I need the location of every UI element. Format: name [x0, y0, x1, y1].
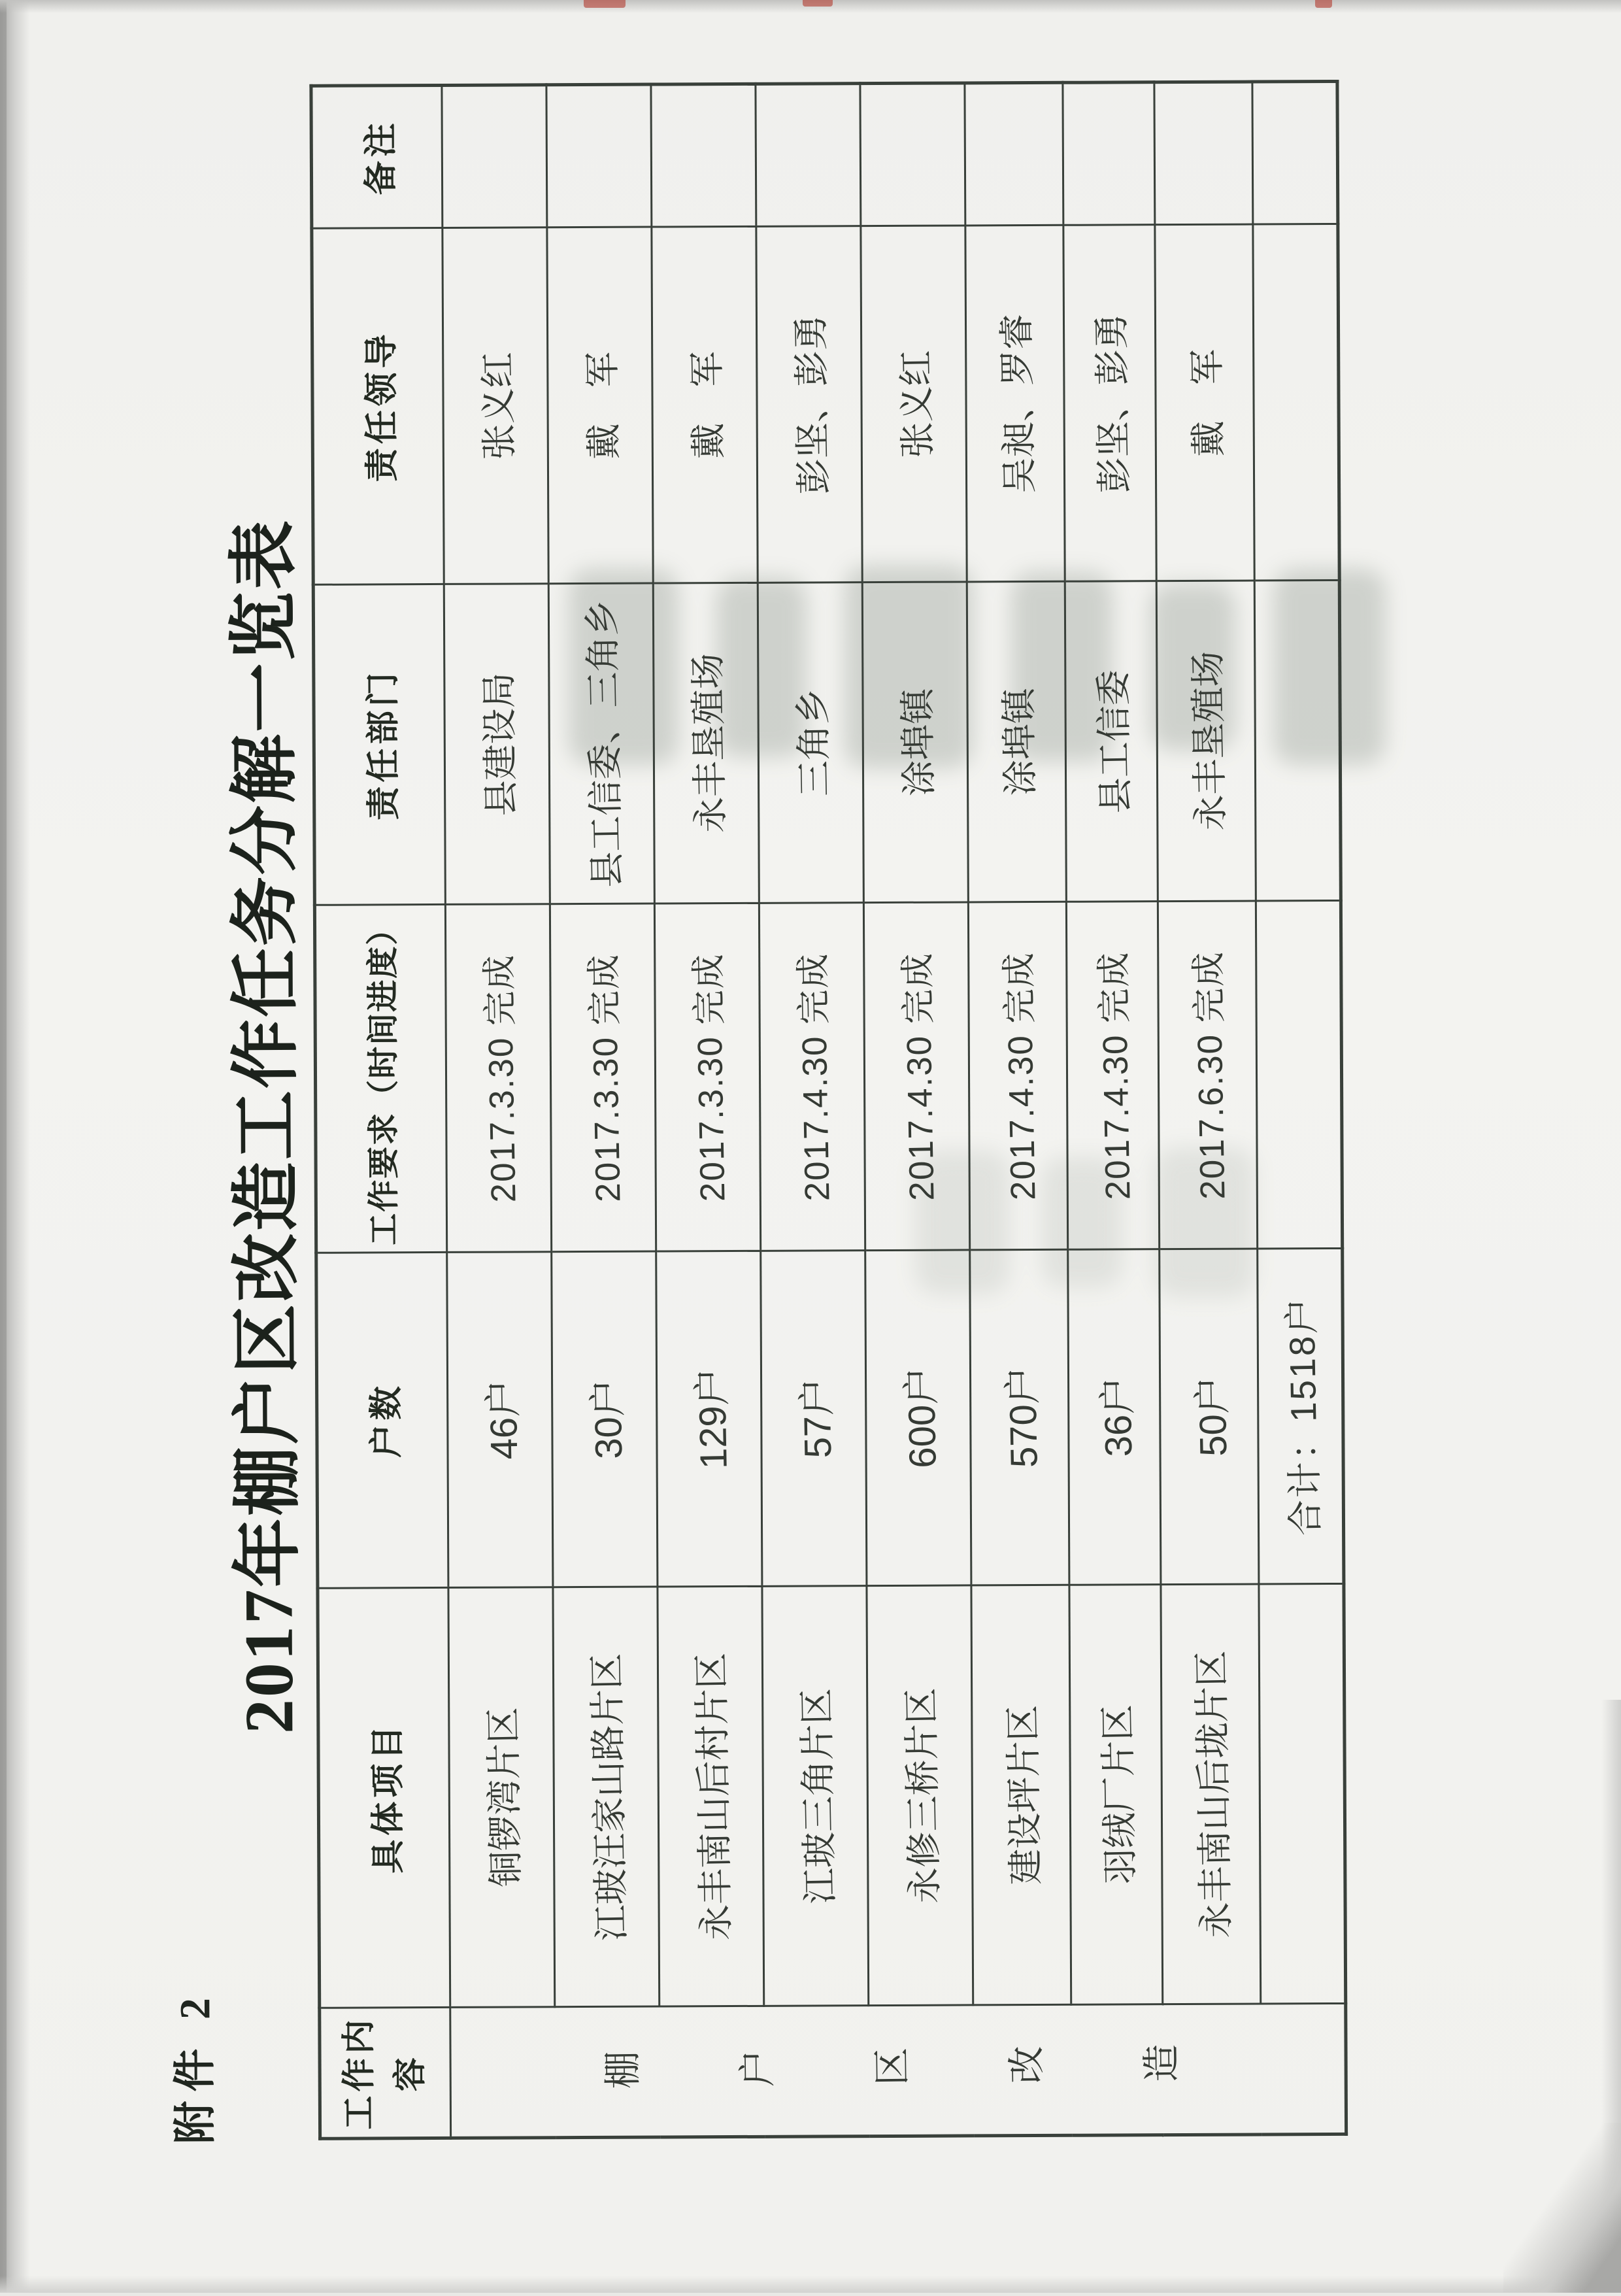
- cell-leader: 戴 军: [651, 226, 757, 583]
- cell-department: 县建设局: [444, 583, 550, 904]
- cell-requirement: 2017.3.30 完成: [550, 903, 656, 1252]
- cell-project: 羽绒厂片区: [1069, 1584, 1162, 2004]
- cell-department: 县工信委: [1065, 581, 1158, 902]
- cell-households: 600户: [865, 1249, 971, 1585]
- task-breakdown-table: [309, 79, 1348, 2140]
- cell-project: 永丰南山后垅片区: [1160, 1584, 1260, 2004]
- column-header-households: 户数: [316, 1252, 448, 1588]
- work-content-merged-cell: [450, 2003, 1346, 2138]
- total-households-label: 合计：1518户: [1257, 1248, 1343, 1584]
- cell-department: 县工信委、三角乡: [548, 583, 654, 904]
- cell-requirement: 2017.4.30 完成: [759, 902, 865, 1251]
- cell-project: 永丰南山后村片区: [657, 1586, 763, 2006]
- cell-households: 36户: [1067, 1249, 1160, 1585]
- cell-leader: 张义红: [442, 227, 548, 584]
- cell-households: 50户: [1159, 1249, 1258, 1585]
- cell-leader: 张义红: [860, 225, 966, 582]
- cell-project: 永修三桥片区: [866, 1585, 973, 2005]
- scan-edge-dark-left: [0, 0, 7, 2293]
- scan-red-mark: [584, 0, 626, 8]
- table-header-row: [310, 85, 450, 2138]
- cell-requirement: 2017.3.30 完成: [654, 903, 760, 1251]
- cell-empty: [1252, 224, 1339, 581]
- cell-households: 570户: [969, 1249, 1069, 1585]
- cell-remark: [546, 84, 651, 228]
- cell-department: 永丰垦殖场: [1156, 581, 1256, 902]
- table-row: [1062, 82, 1163, 2135]
- cell-leader: 戴 军: [546, 227, 652, 584]
- column-header-requirement: 工作要求（时间进度）: [314, 904, 446, 1253]
- scan-red-mark: [803, 0, 833, 7]
- cell-households: 129户: [656, 1251, 761, 1587]
- cell-remark: [441, 84, 546, 228]
- column-header-project: 具体项目: [317, 1587, 450, 2008]
- table-row: [441, 84, 555, 2138]
- cell-households: 46户: [446, 1251, 552, 1587]
- cell-leader: 彭坚、彭勇: [1063, 224, 1156, 581]
- attachment-label: 附件 2: [171, 1988, 220, 2144]
- cell-department: 涂埠镇: [967, 581, 1066, 902]
- cell-empty: [1256, 900, 1342, 1249]
- table-row: [964, 82, 1071, 2136]
- cell-empty: [1252, 81, 1337, 224]
- table-row: [860, 82, 973, 2136]
- cell-department: 三角乡: [758, 582, 863, 903]
- column-header-leader: 责任领导: [311, 228, 443, 584]
- page-title: 2017年棚户区改造工作任务分解一览表: [225, 518, 307, 1734]
- scan-red-mark: [1315, 0, 1332, 8]
- page-corner-fold: [1503, 2123, 1621, 2293]
- cell-households: 30户: [551, 1251, 657, 1587]
- column-header-work-content: 工作内容: [319, 2007, 450, 2138]
- scan-edge-shadow-bottom: [0, 2276, 1621, 2293]
- work-content-value: 棚户区改造: [601, 2043, 1276, 2095]
- cell-leader: 戴 军: [1154, 224, 1254, 581]
- cell-leader: 彭坚、彭勇: [756, 226, 861, 582]
- cell-project: 江玻汪家山路片区: [552, 1587, 659, 2007]
- cell-remark: [964, 82, 1063, 226]
- column-header-department: 责任部门: [313, 584, 445, 905]
- cell-department: 涂埠镇: [862, 581, 968, 902]
- cell-project: 江玻三角片区: [761, 1585, 868, 2006]
- cell-project-empty: [1258, 1583, 1345, 2004]
- cell-remark: [860, 82, 965, 226]
- cell-remark: [755, 83, 860, 226]
- cell-households: 57户: [760, 1250, 866, 1586]
- cell-requirement: 2017.4.30 完成: [1066, 901, 1159, 1249]
- table-row: [650, 84, 764, 2137]
- table-row: [546, 84, 660, 2138]
- cell-remark: [1154, 82, 1252, 225]
- cell-requirement: 2017.3.30 完成: [445, 903, 551, 1252]
- cell-project: 建设坪片区: [971, 1585, 1071, 2005]
- table-row: [1154, 82, 1261, 2135]
- cell-project: 铜锣湾片区: [448, 1587, 554, 2007]
- cell-requirement: 2017.4.30 完成: [968, 902, 1067, 1250]
- cell-remark: [650, 84, 756, 227]
- table-row: [755, 83, 869, 2136]
- cell-leader: 吴昶、罗睿: [965, 225, 1064, 582]
- cell-department: 永丰垦殖场: [653, 582, 759, 903]
- cell-requirement: 2017.6.30 完成: [1158, 901, 1257, 1249]
- total-row: [1252, 81, 1346, 2135]
- cell-requirement: 2017.4.30 完成: [863, 902, 969, 1250]
- cell-empty: [1254, 580, 1341, 901]
- column-header-remark: 备注: [310, 85, 442, 228]
- cell-remark: [1062, 82, 1154, 225]
